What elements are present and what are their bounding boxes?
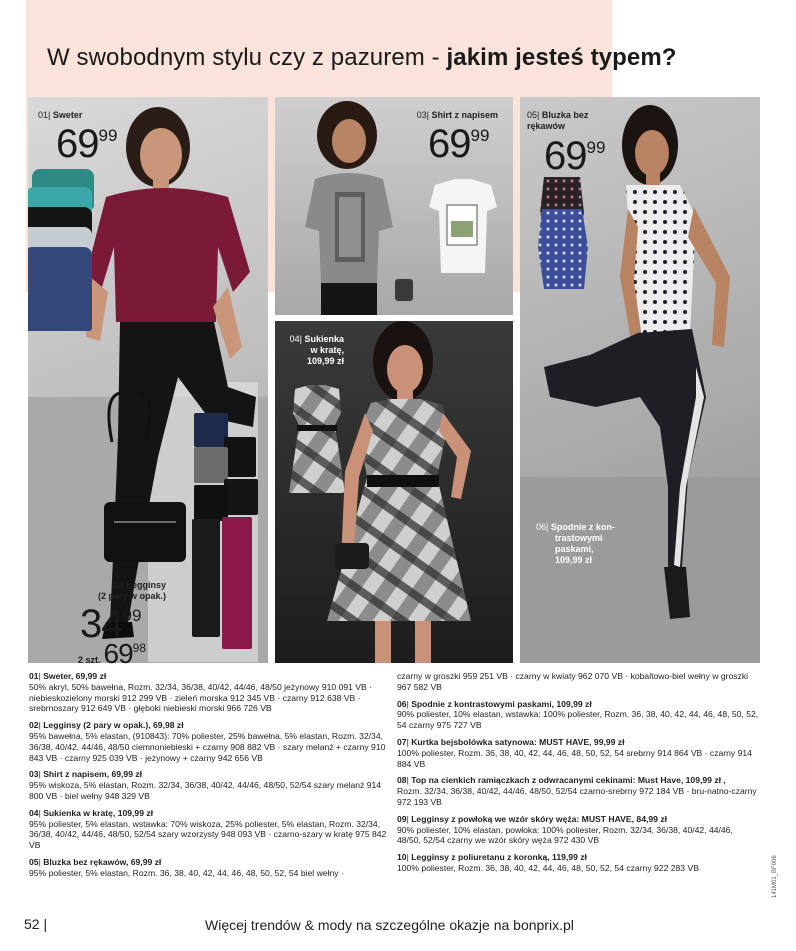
label-03: 03| Shirt z napisem	[416, 110, 498, 120]
desc-item-01: 01| Sweter, 69,99 zł 50% akryl, 50% bawełna, Rozm. 32/34, 36/38, 40/42, 44/46, 48/50 jeżynowy 910 091 VB · niebieskozielony morski 912 299 VB · zieleń morska 912 345 VB · czarny 912 638 VB · srebrnoszary 912 649 VB · głęboki niebieski morski 966 726 VB	[29, 671, 373, 714]
desc-item-03: 03| Shirt z napisem, 69,99 zł 95% wiskoza, 5% elastan, Rozm. 32/34, 36/38, 40/42, 44/46, 48/50, 52/54 szary melanż 914 800 VB · biel wełny 948 329 VB	[29, 769, 382, 801]
price-02-pack: 2 szt. $69^{98}$	[78, 638, 147, 669]
label-05: 05| Bluzka bez rękawów	[527, 110, 589, 131]
desc-item-10: 10| Legginsy z poliuretanu z koronką, 119,99 zł 100% poliester, Rozm. 36, 38, 40, 42, 44, 46, 48, 50, 52, 54 czarny 922 283 VB	[397, 852, 699, 873]
leggings-swatch-black-2	[224, 479, 258, 515]
page-number: 52 |	[24, 916, 48, 932]
desc-item-09: 09| Legginsy z powłoką we wzór skóry węża: MUST HAVE, 84,99 zł 90% poliester, 10% elastan, powłoka: 100% poliester, Rozm. 32/34, 36/38, 40/42, 44/46, 48/50, 52/54 czarny we wzór skóry węża 972 430 VB	[397, 813, 733, 846]
desc-item-05: 05| Bluzka bez rękawów, 69,99 zł 95% poliester, 5% elastan, Rozm. 36, 38, 40, 42, 44, 46, 48, 50, 52, 54 biel wełny ·	[29, 856, 344, 878]
footer-link-text[interactable]: Więcej trendów & mody na szczególne okazje na bonprix.pl	[205, 917, 574, 933]
sweater-swatch-navy	[28, 247, 92, 331]
desc-item-06: 06| Spodnie z kontrastowymi paskami, 109,99 zł 90% poliester, 10% elastan, wstawka: 100% poliester, Rozm. 36, 38, 40, 42, 44, 46, 48, 50, 52, 54 czarny 975 727 VB	[397, 698, 759, 731]
price-03: 6999	[428, 122, 490, 166]
leggings-swatch-grey	[194, 447, 228, 483]
descriptions-left-column	[29, 671, 389, 885]
photo-blouse-trousers-look[interactable]	[520, 97, 760, 663]
desc-item-02: 02| Legginsy (2 pary w opak.), 69,98 zł 95% bawełna, 5% elastan, (910843): 70% poliester, 25% bawełna, 5% elastan, Rozm. 32/34, 36/38, 40/42, 44/46, 48/50 ciemnoniebieski + czarny 908 882 VB · szary melanż + czarny 910 843 VB · czarny 925 039 VB · jeżynowy + czarny 942 656 VB	[29, 720, 386, 763]
page-headline: W swobodnym stylu czy z pazurem - jakim jesteś typem?	[47, 44, 677, 71]
label-02: 02| Legginsy (2 pary w opak.)	[97, 580, 166, 601]
price-01: 6999	[56, 122, 118, 166]
label-06: 06| Spodnie z kon- trastowymi paskami, 109,99 zł	[536, 522, 615, 565]
price-02: 3499	[80, 602, 142, 646]
desc-item-07: 07| Kurtka bejsbolówka satynowa: MUST HAVE, 99,99 zł 100% poliester, Rozm. 36, 38, 40, 42, 44, 46, 48, 50, 52, 54 srebrny 914 864 VB · czarny 914 884 VB	[397, 736, 752, 769]
desc-item-08: 08| Top na cienkich ramiączkach z odwracanymi cekinami: Must Have, 109,99 zł , Rozm. 32/34, 36/38, 40/42, 44/46, 48/50, 52/54 czarno-srebrny 972 184 VB · bru-natno-czarny 972 193 VB	[397, 775, 757, 807]
price-05: 6999	[544, 134, 606, 178]
leggings-swatch-berry	[222, 517, 252, 649]
leggings-swatch-black-1	[224, 437, 256, 477]
model-4-illustration	[275, 321, 513, 663]
catalog-code: 141M01_BF006	[772, 855, 778, 898]
model-5-illustration	[520, 97, 760, 663]
label-04: 04| Sukienka w kratę, 109,99 zł	[289, 334, 344, 366]
leggings-swatch-black-long	[192, 519, 220, 637]
desc-item-05-continued: czarny w groszki 959 251 VB · czarny w kwiaty 962 070 VB · kobaltowo-biel wełny w groszki 967 582 VB	[397, 671, 749, 692]
desc-item-04: 04| Sukienka w kratę, 109,99 zł 95% poliester, 5% elastan, wstawka: 70% wiskoza, 25% poliester, 5% elastan, Rozm. 32/34, 36/38, 40/42, 44/46, 48/50, 52/54 szary wzorzysty 948 093 VB · czarno-szary w kratę 975 842 VB	[29, 807, 387, 851]
photo-plaid-dress-look[interactable]	[275, 321, 513, 663]
photo-sweater-look[interactable]	[28, 97, 268, 663]
leggings-swatch-navy	[194, 413, 228, 447]
leggings-swatch-black-3	[194, 485, 228, 521]
descriptions-right-column	[397, 671, 759, 880]
label-01: 01| Sweter	[38, 110, 83, 120]
